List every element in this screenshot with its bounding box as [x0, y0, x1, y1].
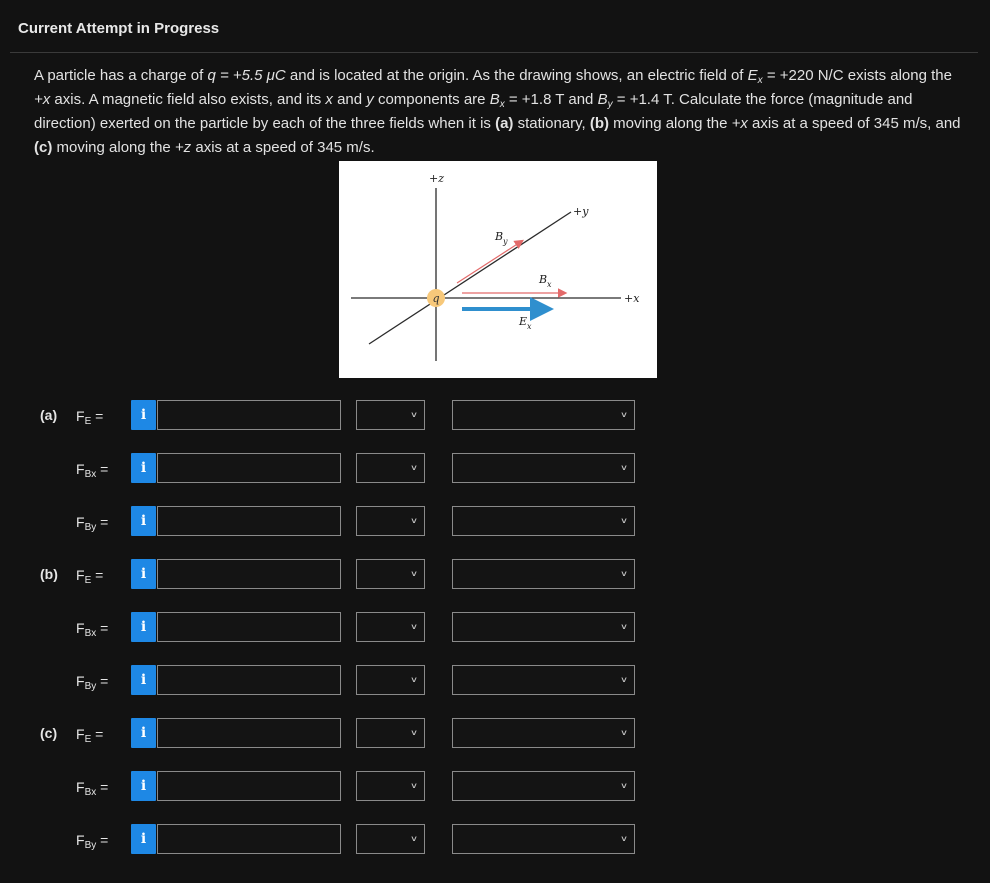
- chevron-down-icon: ∨: [409, 568, 418, 579]
- unit-select[interactable]: [356, 665, 425, 695]
- part-label: (b): [40, 566, 58, 582]
- answer-row: [0, 823, 990, 857]
- field-diagram: [339, 161, 657, 378]
- charge-label: q: [432, 292, 440, 305]
- info-icon[interactable]: i: [131, 559, 156, 589]
- bx-value: = +1.8 T: [508, 91, 565, 108]
- unit-select[interactable]: [356, 771, 425, 801]
- direction-select[interactable]: [452, 612, 635, 642]
- info-icon[interactable]: i: [131, 665, 156, 695]
- divider: [10, 52, 978, 53]
- charge-value: q = +5.5 μC: [207, 67, 286, 84]
- force-symbol: F: [76, 832, 85, 848]
- force-label: [76, 514, 109, 533]
- force-subscript: By: [84, 522, 97, 533]
- chevron-down-icon: ∨: [619, 515, 628, 526]
- by-label: B: [495, 230, 504, 243]
- unit-select[interactable]: [356, 612, 425, 642]
- force-label: [76, 726, 104, 745]
- equals-sign: =: [100, 461, 109, 477]
- answer-row: [0, 717, 990, 751]
- by-label-sub: y: [503, 237, 508, 246]
- direction-select[interactable]: [452, 718, 635, 748]
- answer-row: [0, 558, 990, 592]
- chevron-down-icon: ∨: [409, 409, 418, 420]
- chevron-down-icon: ∨: [619, 621, 628, 632]
- speed-b: 345 m/s: [873, 115, 928, 132]
- force-label: [76, 620, 109, 639]
- force-symbol: F: [76, 461, 85, 477]
- force-subscript: Bx: [84, 628, 97, 639]
- force-subscript: By: [84, 840, 97, 851]
- magnitude-input[interactable]: [157, 718, 341, 748]
- equals-sign: =: [95, 726, 104, 742]
- magnitude-input[interactable]: [157, 506, 341, 536]
- magnitude-input[interactable]: [157, 665, 341, 695]
- chevron-down-icon: ∨: [619, 674, 628, 685]
- force-symbol: F: [76, 673, 85, 689]
- direction-select[interactable]: [452, 453, 635, 483]
- direction-select[interactable]: [452, 506, 635, 536]
- force-subscript: Bx: [84, 469, 97, 480]
- direction-select[interactable]: [452, 771, 635, 801]
- info-icon[interactable]: i: [131, 612, 156, 642]
- force-label: [76, 461, 109, 480]
- force-symbol: F: [76, 779, 85, 795]
- magnitude-input[interactable]: [157, 771, 341, 801]
- unit-select[interactable]: [356, 453, 425, 483]
- equals-sign: =: [100, 832, 109, 848]
- y-label: +y: [573, 205, 589, 218]
- equals-sign: =: [95, 567, 104, 583]
- force-subscript: By: [84, 681, 97, 692]
- force-subscript: Bx: [84, 787, 97, 798]
- force-symbol: F: [76, 567, 85, 583]
- chevron-down-icon: ∨: [409, 780, 418, 791]
- ex-label: E: [519, 315, 528, 328]
- chevron-down-icon: ∨: [409, 515, 418, 526]
- equals-sign: =: [100, 779, 109, 795]
- chevron-down-icon: ∨: [619, 462, 628, 473]
- force-subscript: E: [84, 575, 92, 586]
- force-label: [76, 832, 109, 851]
- info-icon[interactable]: i: [131, 824, 156, 854]
- magnitude-input[interactable]: [157, 824, 341, 854]
- answer-row: [0, 611, 990, 645]
- bx-label-sub: x: [547, 280, 552, 289]
- equals-sign: =: [95, 408, 104, 424]
- direction-select[interactable]: [452, 400, 635, 430]
- answer-row: [0, 452, 990, 486]
- direction-select[interactable]: [452, 824, 635, 854]
- chevron-down-icon: ∨: [619, 568, 628, 579]
- force-symbol: F: [76, 726, 85, 742]
- z-label: +z: [429, 172, 445, 185]
- part-label: (a): [40, 407, 58, 423]
- force-label: [76, 779, 109, 798]
- direction-select[interactable]: [452, 665, 635, 695]
- force-subscript: E: [84, 734, 92, 745]
- magnitude-input[interactable]: [157, 400, 341, 430]
- unit-select[interactable]: [356, 506, 425, 536]
- equals-sign: =: [100, 514, 109, 530]
- info-icon[interactable]: i: [131, 400, 156, 430]
- ex-value: = +220 N/C: [766, 67, 844, 84]
- info-icon[interactable]: i: [131, 453, 156, 483]
- force-label: [76, 567, 104, 586]
- by-arrow: [457, 241, 522, 283]
- chevron-down-icon: ∨: [619, 409, 628, 420]
- unit-select[interactable]: [356, 400, 425, 430]
- chevron-down-icon: ∨: [619, 727, 628, 738]
- bx-label: B: [539, 273, 548, 286]
- chevron-down-icon: ∨: [409, 621, 418, 632]
- page-title: Current Attempt in Progress: [18, 20, 220, 37]
- chevron-down-icon: ∨: [619, 833, 628, 844]
- by-value: = +1.4 T: [616, 91, 671, 108]
- answer-row: [0, 664, 990, 698]
- force-symbol: F: [76, 620, 85, 636]
- answer-row: [0, 505, 990, 539]
- answer-row: [0, 399, 990, 433]
- answer-row: [0, 770, 990, 804]
- equals-sign: =: [100, 620, 109, 636]
- force-label: [76, 408, 104, 427]
- magnitude-input[interactable]: [157, 559, 341, 589]
- equals-sign: =: [100, 673, 109, 689]
- chevron-down-icon: ∨: [409, 462, 418, 473]
- ex-label-sub: x: [527, 322, 532, 331]
- force-label: [76, 673, 109, 692]
- speed-c: 345 m/s: [317, 139, 371, 156]
- unit-select[interactable]: [356, 718, 425, 748]
- x-label: +x: [624, 292, 640, 305]
- force-symbol: F: [76, 514, 85, 530]
- chevron-down-icon: ∨: [619, 780, 628, 791]
- magnitude-input[interactable]: [157, 453, 341, 483]
- force-symbol: F: [76, 408, 85, 424]
- direction-select[interactable]: [452, 559, 635, 589]
- unit-select[interactable]: [356, 824, 425, 854]
- chevron-down-icon: ∨: [409, 727, 418, 738]
- info-icon[interactable]: i: [131, 771, 156, 801]
- force-subscript: E: [84, 416, 92, 427]
- info-icon[interactable]: i: [131, 506, 156, 536]
- question-text: A particle has a charge of q = +5.5 μC and is located at the origin. As the drawing shows, an electric field of $E_x = +220$ N/C exists along the +x axis. A magnetic field also exists, and its x and y components are $B_x = +1.8$ T and $B_y = +1.4$ T. Calculate the force (magnitude and direction) exerted on the particle by each of the three fields when it is (a) stationary, (b) moving along the +x axis at a speed of 345 m/s, and (c) moving along the +z axis at a speed of 345 m/s.: [34, 67, 961, 156]
- unit-select[interactable]: [356, 559, 425, 589]
- part-label: (c): [40, 725, 58, 741]
- info-icon[interactable]: i: [131, 718, 156, 748]
- magnitude-input[interactable]: [157, 612, 341, 642]
- chevron-down-icon: ∨: [409, 833, 418, 844]
- chevron-down-icon: ∨: [409, 674, 418, 685]
